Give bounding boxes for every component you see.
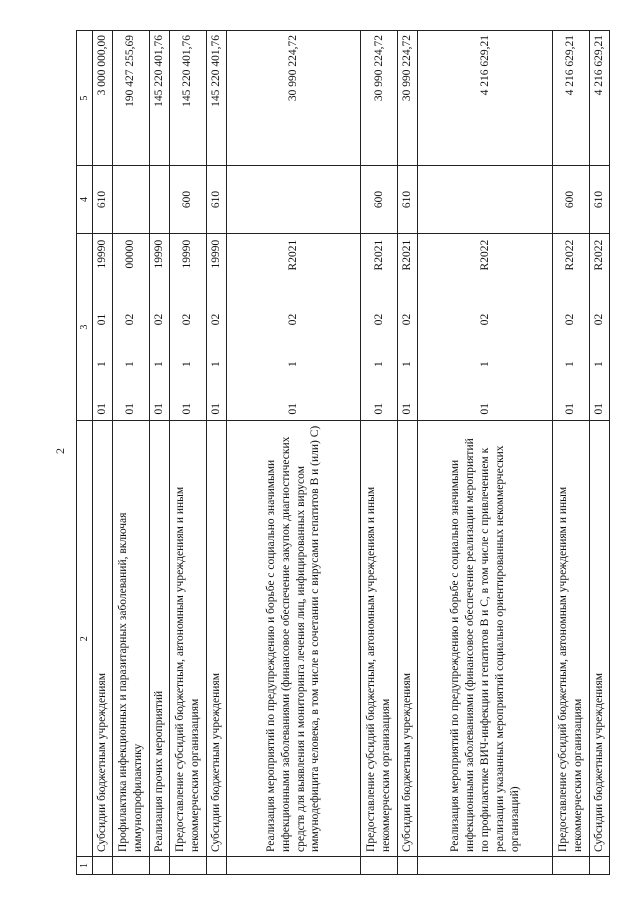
code-part: 01 xyxy=(124,402,137,415)
table-row xyxy=(112,31,149,875)
row-code xyxy=(398,233,418,421)
code-part: 1 xyxy=(401,361,414,367)
code-part: 02 xyxy=(401,313,414,326)
row-sum: 30 990 224,72 xyxy=(398,31,418,166)
row-kvr: 610 xyxy=(398,166,418,234)
code-part: R2022 xyxy=(478,239,491,271)
row-code xyxy=(226,233,361,421)
code-part: 02 xyxy=(564,313,577,326)
code-part: 01 xyxy=(478,402,491,415)
row-name: Субсидии бюджетным учреждениям xyxy=(92,421,112,857)
code-part: 1 xyxy=(478,361,491,367)
row-code xyxy=(149,233,169,421)
code-part: 01 xyxy=(372,402,385,415)
row-code xyxy=(206,233,226,421)
code-part: R2021 xyxy=(287,239,300,271)
code-part: 01 xyxy=(287,402,300,415)
row-kvr: 600 xyxy=(169,166,206,234)
row-sum: 145 220 401,76 xyxy=(149,31,169,166)
table-row xyxy=(92,31,112,875)
code-part: R2022 xyxy=(564,239,577,271)
code-part: 1 xyxy=(124,361,137,367)
code-part: 19990 xyxy=(209,239,222,269)
row-marker xyxy=(149,856,169,874)
row-marker xyxy=(92,856,112,874)
row-name: Предоставление субсидий бюджетным, автономным учреждениям и иным некоммерческим организациям xyxy=(169,421,206,857)
column-header: 5 xyxy=(77,31,93,166)
row-marker xyxy=(361,856,398,874)
code-part: R2022 xyxy=(592,239,605,271)
table-row xyxy=(398,31,418,875)
row-name: Предоставление субсидий бюджетным, автономным учреждениям и иным некоммерческим организациям xyxy=(552,421,589,857)
row-code xyxy=(169,233,206,421)
row-kvr xyxy=(418,166,553,234)
table-row xyxy=(206,31,226,875)
code-part: 01 xyxy=(95,313,108,326)
code-part: 01 xyxy=(152,402,165,415)
table-row xyxy=(169,31,206,875)
code-part: 02 xyxy=(209,313,222,326)
code-part: 01 xyxy=(592,402,605,415)
column-header: 1 xyxy=(77,856,93,874)
code-part: 1 xyxy=(209,361,222,367)
row-marker xyxy=(589,856,609,874)
row-name: Реализация мероприятий по предупреждению и борьбе с социально значимыми инфекционными заболеваниями (финансовое обеспечение реализации мероприятий по профилактике ВИЧ-инфекции и гепатитов В и С, в том числе с привлечением к реализации указанных мероприятий социально ориентированных некоммерческих организаций) xyxy=(418,421,553,857)
code-part: 1 xyxy=(287,361,300,367)
code-part: 01 xyxy=(564,402,577,415)
code-part: 00000 xyxy=(124,239,137,269)
row-code xyxy=(418,233,553,421)
code-part: 02 xyxy=(152,313,165,326)
code-part: 02 xyxy=(181,313,194,326)
row-sum: 30 990 224,72 xyxy=(226,31,361,166)
row-name: Реализация мероприятий по предупреждению и борьбе с социально значимыми инфекционными заболеваниями (финансовое обеспечение закупок диагностических средств для выявления и мониторинга лечения лиц, инфицированных вирусом иммунодефицита человека, в том числе в сочетании с вирусами гепатитов В и (или) С) xyxy=(226,421,361,857)
code-part: 02 xyxy=(124,313,137,326)
code-part: 19990 xyxy=(152,239,165,269)
row-kvr xyxy=(149,166,169,234)
code-part: R2021 xyxy=(401,239,414,271)
row-code xyxy=(361,233,398,421)
table-row xyxy=(149,31,169,875)
row-marker xyxy=(398,856,418,874)
row-kvr: 610 xyxy=(589,166,609,234)
code-part: 1 xyxy=(592,361,605,367)
row-marker xyxy=(112,856,149,874)
row-name: Профилактика инфекционных и паразитарных заболеваний, включая иммунопрофилактику xyxy=(112,421,149,857)
budget-table-rotated xyxy=(76,30,610,875)
code-part: 01 xyxy=(181,402,194,415)
page-number: 2 xyxy=(53,448,67,454)
code-part: 01 xyxy=(95,402,108,415)
row-code xyxy=(552,233,589,421)
row-sum: 4 216 629,21 xyxy=(589,31,609,166)
row-marker xyxy=(418,856,553,874)
row-name: Предоставление субсидий бюджетным, автономным учреждениям и иным некоммерческим организациям xyxy=(361,421,398,857)
table-row xyxy=(226,31,361,875)
row-marker xyxy=(552,856,589,874)
code-part: 1 xyxy=(564,361,577,367)
row-sum: 4 216 629,21 xyxy=(418,31,553,166)
code-part: 1 xyxy=(372,361,385,367)
code-part: 01 xyxy=(401,402,414,415)
row-marker xyxy=(206,856,226,874)
row-marker xyxy=(169,856,206,874)
code-part: R2021 xyxy=(372,239,385,271)
table-row xyxy=(589,31,609,875)
table-row xyxy=(418,31,553,875)
code-part: 19990 xyxy=(95,239,108,269)
row-marker xyxy=(226,856,361,874)
table-row xyxy=(361,31,398,875)
row-code xyxy=(112,233,149,421)
row-name: Субсидии бюджетным учреждениям xyxy=(398,421,418,857)
row-sum: 190 427 255,69 xyxy=(112,31,149,166)
row-name: Субсидии бюджетным учреждениям xyxy=(589,421,609,857)
row-sum: 4 216 629,21 xyxy=(552,31,589,166)
row-code xyxy=(589,233,609,421)
column-header: 2 xyxy=(77,421,93,857)
code-part: 19990 xyxy=(181,239,194,269)
row-kvr: 610 xyxy=(206,166,226,234)
code-part: 1 xyxy=(181,361,194,367)
column-header: 4 xyxy=(77,166,93,234)
row-kvr: 600 xyxy=(361,166,398,234)
row-code xyxy=(92,233,112,421)
code-part: 02 xyxy=(592,313,605,326)
row-name: Субсидии бюджетным учреждениям xyxy=(206,421,226,857)
row-kvr xyxy=(112,166,149,234)
row-sum: 145 220 401,76 xyxy=(169,31,206,166)
table-header-row xyxy=(77,31,93,875)
row-name: Реализация прочих мероприятий xyxy=(149,421,169,857)
code-part: 02 xyxy=(372,313,385,326)
code-part: 02 xyxy=(287,313,300,326)
code-part: 01 xyxy=(209,402,222,415)
row-kvr: 610 xyxy=(92,166,112,234)
row-kvr: 600 xyxy=(552,166,589,234)
budget-table xyxy=(76,30,610,875)
table-row xyxy=(552,31,589,875)
row-sum: 3 000 000,00 xyxy=(92,31,112,166)
row-sum: 145 220 401,76 xyxy=(206,31,226,166)
row-kvr xyxy=(226,166,361,234)
code-part: 1 xyxy=(152,361,165,367)
code-part: 1 xyxy=(95,361,108,367)
row-sum: 30 990 224,72 xyxy=(361,31,398,166)
column-header: 3 xyxy=(77,233,93,421)
code-part: 02 xyxy=(478,313,491,326)
